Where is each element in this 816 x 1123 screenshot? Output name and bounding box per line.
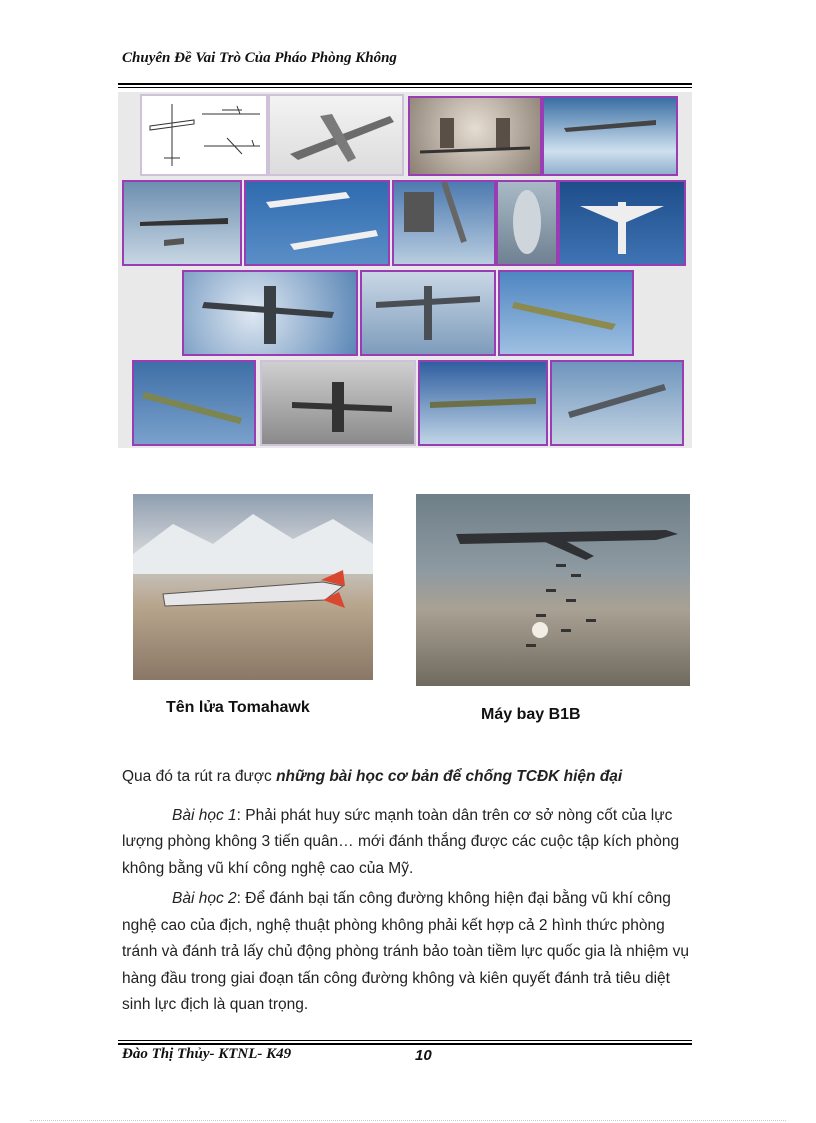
- lesson-2-paragraph: [122, 886, 694, 1019]
- footer-rule: [118, 1043, 692, 1045]
- collage-photo-b52-snowy-ground: [260, 360, 416, 446]
- collage-photo-b52-clouds-side: [418, 360, 548, 446]
- footer-rule-thin: [118, 1040, 692, 1041]
- intro-text: Qua đó ta rút ra được: [122, 768, 277, 785]
- lesson-2-label: Bài học 2: [172, 890, 237, 907]
- collage-photo-b52-head-on: [408, 96, 542, 176]
- caption-tomahawk: Tên lửa Tomahawk: [166, 699, 310, 716]
- collage-photo-b52-underside: [268, 94, 404, 176]
- collage-photo-b52-over-clouds: [542, 96, 678, 176]
- page-header-title: Chuyên Đề Vai Trò Của Pháo Phòng Không: [122, 50, 397, 66]
- intro-paragraph: [122, 764, 694, 791]
- header-rule-thin: [118, 87, 692, 88]
- header-rule: [118, 83, 692, 85]
- collage-photo-boom-refuel: [392, 180, 496, 266]
- aircraft-photo-collage: [118, 92, 692, 448]
- b1b-bomber-photo: [416, 494, 690, 686]
- tomahawk-missile-photo: [133, 494, 373, 680]
- collage-photo-b52-refueling: [122, 180, 242, 266]
- footer-author: Đào Thị Thủy- KTNL- K49: [122, 1046, 292, 1062]
- caption-b1b: Máy bay B1B: [481, 706, 581, 723]
- collage-photo-b52-blueprint: [140, 94, 268, 176]
- lesson-1-text: : Phải phát huy sức mạnh toàn dân trên cơ sở nòng cốt của lực lượng phòng không 3 tiến quân… mới đánh thắng được các cuộc tập kích phòng không bằng vũ khí công nghệ cao của Mỹ.: [122, 806, 680, 877]
- intro-emphasis: những bài học cơ bản để chống TCĐK hiện đại: [276, 768, 623, 785]
- collage-photo-b52-white-topdown: [558, 180, 686, 266]
- lesson-1-paragraph: [122, 803, 694, 883]
- collage-photo-b52-climbing: [550, 360, 684, 446]
- lesson-1-label: Bài học 1: [172, 806, 237, 824]
- page-number: 10: [415, 1047, 432, 1064]
- collage-photo-b52-camo-banking: [498, 270, 634, 356]
- body-text: [122, 764, 694, 1019]
- collage-photo-b52-clouds-top: [182, 270, 358, 356]
- collage-photo-kc-tankers: [244, 180, 390, 266]
- collage-photo-b52-cloud-bg: [360, 270, 496, 356]
- collage-photo-b52-camo-cruise: [132, 360, 256, 446]
- collage-photo-b52-belly: [496, 180, 558, 266]
- lesson-2-text: : Để đánh bại tấn công đường không hiện đại bằng vũ khí công nghệ cao của địch, nghệ thuật phòng không phải kết hợp cả 2 hình thức phòng tránh và đánh trả lấy chủ động phòng tránh bảo toàn tiềm lực quốc gia là nhiệm vụ hàng đầu trong giai đoạn tấn công đường không và kiên quyết đánh trả tiêu diệt sinh lực địch là quan trọng.: [122, 890, 690, 1013]
- page-bottom-dots: [30, 1120, 786, 1121]
